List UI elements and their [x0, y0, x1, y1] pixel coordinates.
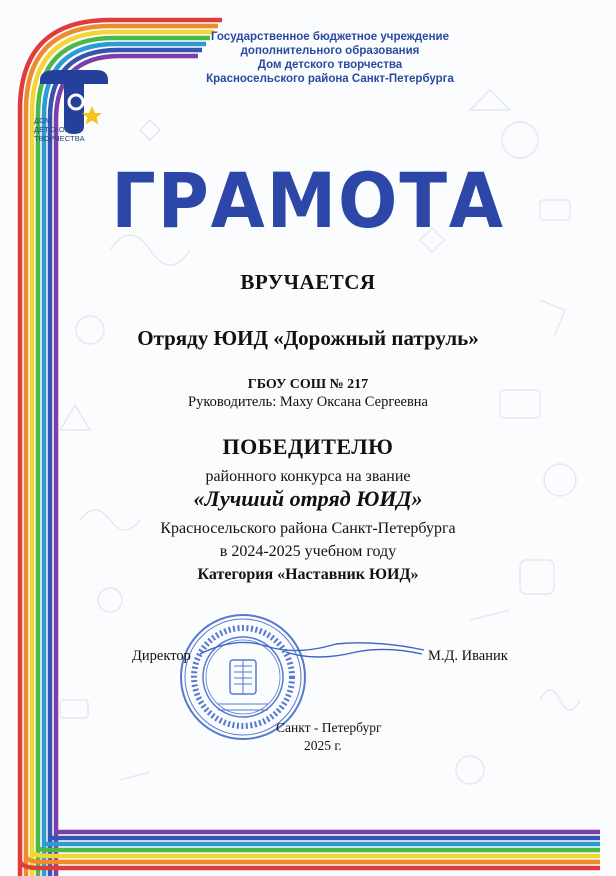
year-text: 2025 г. — [304, 738, 342, 753]
logo-line-3: ТВОРЧЕСТВА — [34, 134, 85, 143]
handwritten-signature — [196, 632, 426, 668]
certificate-title: ГРАМОТА — [111, 156, 505, 245]
logo-caption — [28, 116, 138, 143]
org-line-4: Красносельского района Санкт-Петербурга — [206, 73, 454, 85]
logo — [28, 66, 146, 158]
winner-text: ПОБЕДИТЕЛЮ — [222, 434, 394, 459]
org-line-2: дополнительного образования — [240, 45, 420, 57]
leader-name: Руководитель: Маху Оксана Сергеевна — [188, 394, 428, 410]
district-text: Красносельского района Санкт-Петербурга — [160, 520, 456, 537]
director-name: М.Д. Иваник — [428, 648, 508, 664]
organization-header — [180, 30, 480, 86]
logo-line-1: ДОМ — [34, 116, 52, 125]
awarded-text: ВРУЧАЕТСЯ — [240, 270, 376, 294]
category-text: Категория «Наставник ЮИД» — [197, 566, 419, 583]
recipient-name: Отряду ЮИД «Дорожный патруль» — [137, 326, 479, 350]
school-name: ГБОУ СОШ № 217 — [247, 377, 369, 392]
org-line-1: Государственное бюджетное учреждение — [210, 31, 449, 43]
org-line-3: Дом детского творчества — [257, 59, 403, 71]
contest-text: районного конкурса на звание — [205, 468, 411, 485]
school-year-text: в 2024-2025 учебном году — [219, 543, 397, 560]
logo-line-2: ДЕТСКОГО — [34, 125, 75, 134]
city-text: Санкт - Петербург — [276, 720, 382, 735]
award-title: «Лучший отряд ЮИД» — [193, 486, 423, 511]
director-label: Директор — [132, 648, 191, 664]
